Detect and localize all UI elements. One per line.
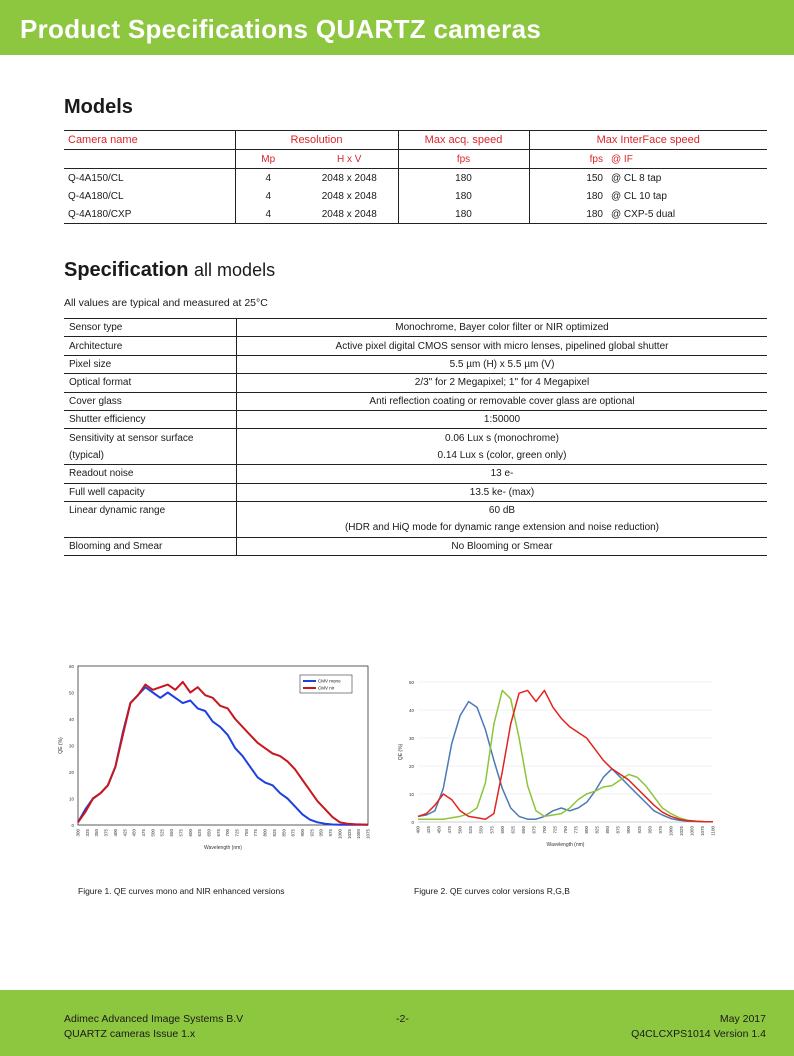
sub-if-fps: fps <box>529 150 607 169</box>
footer-page-number: -2- <box>396 1013 409 1025</box>
x-tick-label: 400 <box>415 826 421 834</box>
x-tick-label: 1075 <box>699 826 705 837</box>
x-tick-label: 750 <box>243 829 249 837</box>
models-subheader-row <box>64 150 767 169</box>
y-tick-label: 20 <box>408 764 414 769</box>
models-heading: Models <box>64 96 133 118</box>
col-resolution: Resolution <box>235 131 398 150</box>
spec-heading-bold: Specification <box>64 259 189 281</box>
footer-series: QUARTZ cameras Issue 1.x <box>64 1028 196 1040</box>
spec-label: Sensor type <box>64 319 237 337</box>
model-if-fps: 150 <box>529 169 607 188</box>
x-tick-label: 775 <box>253 829 259 837</box>
x-tick-label: 800 <box>262 829 268 837</box>
x-tick-label: 800 <box>584 826 590 834</box>
col-max-if: Max InterFace speed <box>529 131 767 150</box>
x-tick-label: 900 <box>626 826 632 834</box>
x-tick-label: 450 <box>131 829 137 837</box>
spec-label: Blooming and Smear <box>64 537 237 555</box>
table-row <box>64 187 767 205</box>
spec-value: Active pixel digital CMOS sensor with micro lenses, pipelined global shutter <box>237 337 768 355</box>
table-row <box>64 537 767 555</box>
series-line <box>78 682 368 825</box>
x-tick-label: 1000 <box>337 829 343 840</box>
qe-chart-color <box>380 672 725 867</box>
x-tick-label: 475 <box>447 826 453 834</box>
spec-label: (typical) <box>64 447 237 465</box>
x-tick-label: 475 <box>140 829 146 837</box>
spec-note: All values are typical and measured at 25°C <box>64 297 268 309</box>
legend-label: CMV mono <box>318 678 341 684</box>
model-name: Q-4A180/CXP <box>64 205 235 224</box>
x-tick-label: 550 <box>478 826 484 834</box>
y-tick-label: 0 <box>71 823 74 828</box>
x-axis-label: Wavelength (nm) <box>546 842 585 848</box>
spec-value: 60 dB <box>237 501 768 519</box>
model-fps: 180 <box>398 169 529 188</box>
spec-label: Shutter efficiency <box>64 410 237 428</box>
x-tick-label: 900 <box>300 829 306 837</box>
y-tick-label: 50 <box>408 680 414 685</box>
x-tick-label: 725 <box>552 826 558 834</box>
x-tick-label: 850 <box>281 829 287 837</box>
spec-value: 13.5 ke- (max) <box>237 483 768 501</box>
model-hxv: 2048 x 2048 <box>301 205 398 224</box>
spec-table <box>64 318 767 556</box>
model-if: @ CL 10 tap <box>611 190 667 202</box>
x-tick-label: 500 <box>457 826 463 834</box>
spec-value: 5.5 µm (H) x 5.5 µm (V) <box>237 355 768 373</box>
table-row <box>64 374 767 392</box>
col-camera-name: Camera name <box>64 131 235 150</box>
spec-value: 1:50000 <box>237 410 768 428</box>
spec-value: 0.06 Lux s (monochrome) <box>237 429 768 447</box>
x-tick-label: 650 <box>206 829 212 837</box>
y-tick-label: 60 <box>68 664 74 669</box>
x-tick-label: 975 <box>328 829 334 837</box>
x-tick-label: 425 <box>122 829 128 837</box>
x-tick-label: 375 <box>103 829 109 837</box>
y-axis-label: QE (%) <box>398 743 404 761</box>
footer-company: Adimec Advanced Image Systems B.V <box>64 1013 244 1025</box>
table-row <box>64 483 767 501</box>
table-row <box>64 392 767 410</box>
spec-label: Full well capacity <box>64 483 237 501</box>
spec-value: 13 e- <box>237 465 768 483</box>
x-tick-label: 875 <box>290 829 296 837</box>
x-tick-label: 700 <box>541 826 547 834</box>
x-tick-label: 750 <box>563 826 568 834</box>
x-tick-label: 1000 <box>668 826 674 837</box>
x-tick-label: 625 <box>197 829 203 837</box>
model-name: Q-4A180/CL <box>68 190 124 202</box>
x-tick-label: 850 <box>605 826 611 834</box>
spec-label: Cover glass <box>64 392 237 410</box>
spec-label: Linear dynamic range <box>69 505 166 517</box>
model-hxv: 2048 x 2048 <box>321 172 377 184</box>
x-tick-label: 1075 <box>365 829 371 840</box>
table-row <box>64 169 767 188</box>
spec-label: Architecture <box>64 337 237 355</box>
x-tick-label: 500 <box>150 829 156 837</box>
y-tick-label: 10 <box>408 792 414 797</box>
model-fps: 180 <box>398 205 529 224</box>
x-tick-label: 975 <box>657 826 663 834</box>
page-title: Product Specifications QUARTZ cameras <box>20 14 542 44</box>
model-mp: 4 <box>235 187 301 205</box>
y-axis-label: QE (%) <box>58 737 64 754</box>
x-tick-label: 950 <box>647 826 653 834</box>
spec-label: Optical format <box>64 374 237 392</box>
model-name: Q-4A150/CL <box>68 172 124 184</box>
x-tick-label: 350 <box>94 829 100 837</box>
spec-label: Readout noise <box>64 465 237 483</box>
x-tick-label: 400 <box>112 829 118 837</box>
table-row <box>64 337 767 355</box>
model-hxv: 2048 x 2048 <box>321 190 377 202</box>
x-tick-label: 600 <box>499 826 505 834</box>
sub-hxv: H x V <box>301 150 398 169</box>
table-row <box>64 429 767 447</box>
y-tick-label: 0 <box>411 820 414 825</box>
spec-value: Monochrome, Bayer color filter or NIR optimized <box>237 319 768 337</box>
spec-label <box>64 519 237 537</box>
x-tick-label: 650 <box>520 826 526 834</box>
spec-heading-light: all models <box>194 260 276 280</box>
x-tick-label: 925 <box>309 829 315 837</box>
x-tick-label: 675 <box>531 826 537 834</box>
table-row <box>64 519 767 537</box>
table-row <box>64 465 767 483</box>
qe-chart-mono-nir <box>60 660 372 855</box>
x-tick-label: 550 <box>169 829 175 837</box>
table-row <box>64 410 767 428</box>
y-tick-label: 30 <box>68 743 74 749</box>
model-mp: 4 <box>235 205 301 224</box>
x-tick-label: 425 <box>426 826 432 834</box>
x-tick-label: 1025 <box>678 826 684 837</box>
x-tick-label: 925 <box>636 826 642 834</box>
x-tick-label: 775 <box>573 826 579 834</box>
spec-value: Anti reflection coating or removable cover glass are optional <box>237 392 768 410</box>
model-if-fps: 180 <box>529 187 607 205</box>
x-tick-label: 1050 <box>689 826 695 837</box>
spec-value: 0.14 Lux s (color, green only) <box>237 447 768 465</box>
spec-heading <box>64 259 275 282</box>
x-axis-label: Wavelength (nm) <box>204 845 242 851</box>
x-tick-label: 600 <box>187 829 193 837</box>
x-tick-label: 325 <box>84 829 90 837</box>
sub-if-at: @ IF <box>607 150 767 169</box>
model-if-fps: 180 <box>529 205 607 224</box>
footer-date: May 2017 <box>719 1013 766 1025</box>
model-fps: 180 <box>398 187 529 205</box>
sub-fps: fps <box>398 150 529 169</box>
spec-value: 2/3" for 2 Megapixel; 1" for 4 Megapixel <box>237 374 768 392</box>
x-tick-label: 525 <box>468 826 474 834</box>
x-tick-label: 950 <box>318 829 324 837</box>
table-row <box>64 501 767 519</box>
x-tick-label: 450 <box>436 826 442 834</box>
table-row <box>64 319 767 337</box>
footer-doc-id: Q4CLCXPS1014 Version 1.4 <box>631 1028 766 1040</box>
title-banner <box>0 0 794 55</box>
figure-1-caption: Figure 1. QE curves mono and NIR enhanced versions <box>78 886 285 896</box>
spec-value: No Blooming or Smear <box>237 537 768 555</box>
y-tick-label: 10 <box>68 796 74 802</box>
col-max-acq: Max acq. speed <box>398 131 529 150</box>
x-tick-label: 575 <box>178 829 184 837</box>
sub-mp: Mp <box>235 150 301 169</box>
x-tick-label: 1100 <box>710 826 716 836</box>
spec-value: (HDR and HiQ mode for dynamic range extension and noise reduction) <box>237 519 768 537</box>
y-tick-label: 30 <box>408 736 414 741</box>
y-tick-label: 40 <box>408 708 414 713</box>
y-tick-label: 50 <box>68 690 74 696</box>
model-mp: 4 <box>235 169 301 188</box>
y-tick-label: 20 <box>68 770 74 775</box>
table-row <box>64 205 767 224</box>
x-tick-label: 525 <box>159 829 165 837</box>
model-if: @ CXP-5 dual <box>607 205 767 224</box>
series-line <box>418 702 713 822</box>
x-tick-label: 625 <box>510 826 516 834</box>
x-tick-label: 825 <box>271 829 277 837</box>
model-if: @ CL 8 tap <box>611 172 662 184</box>
x-tick-label: 1025 <box>346 829 352 840</box>
spec-label: Sensitivity at sensor surface <box>69 432 194 444</box>
x-tick-label: 825 <box>594 826 600 834</box>
figure-2-caption: Figure 2. QE curves color versions R,G,B <box>414 886 570 896</box>
table-row <box>64 447 767 465</box>
x-tick-label: 725 <box>234 829 240 837</box>
x-tick-label: 675 <box>215 829 221 837</box>
x-tick-label: 575 <box>489 826 495 834</box>
legend-label: CMV nir <box>318 685 335 691</box>
footer <box>0 990 794 1056</box>
x-tick-label: 300 <box>75 829 81 837</box>
models-header-row <box>64 131 767 150</box>
models-table <box>64 130 767 224</box>
y-tick-label: 40 <box>68 717 74 722</box>
x-tick-label: 875 <box>615 826 621 834</box>
x-tick-label: 700 <box>225 829 231 837</box>
x-tick-label: 1050 <box>356 829 362 840</box>
spec-label: Pixel size <box>64 355 237 373</box>
table-row <box>64 355 767 373</box>
